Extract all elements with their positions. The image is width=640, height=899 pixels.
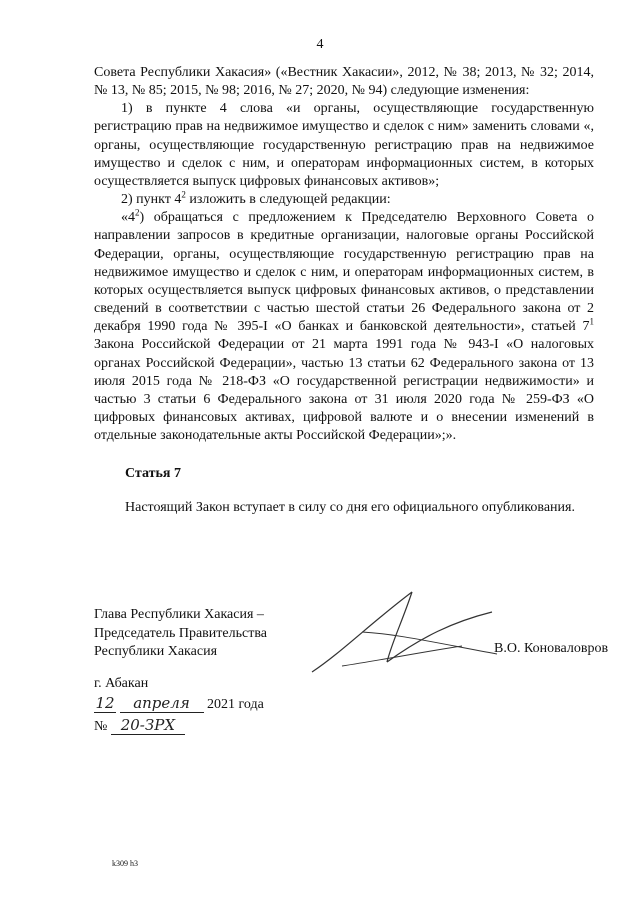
paragraph-item-1: 1) в пункте 4 слова «и органы, осуществляющие государственную регистрацию прав на недвижимое имущество и сделок с ним» заменить словами «, органы, осуществляющие государственную регистрацию прав на недвижимое имущество и сделок с ним, и операторам информационных систем, в которых осуществляется выпуск цифровых финансовых активов»; <box>94 101 594 189</box>
paragraph-continuation: Совета Республики Хакасия» («Вестник Хакасии», 2012, № 38; 2013, № 32; 2014, № 13, № 85; 2015, № 98; 2016, № 27; 2020, № 94) следующие изменения: <box>94 65 594 99</box>
page-number: 4 <box>316 37 324 52</box>
handwritten-signature <box>302 582 502 682</box>
signatory-title-line: Глава Республики Хакасия – <box>94 607 264 622</box>
place-of-signing: г. Абакан <box>94 676 149 691</box>
law-number-prefix: № <box>94 719 108 734</box>
footer-code: k309 h3 <box>112 859 138 868</box>
law-number-value: 20-ЗРХ <box>111 716 185 735</box>
paragraph-new-wording: «$4^2$) обращаться с предложением к Председателю Верховного Совета о направлении запросов в кредитные организации, налоговые органы Российской Федерации, органы, осуществляющие государственную регистрацию прав на недвижимое имущество и сделок с ним, и операторам информационных систем, в которых осуществляется выпуск цифровых финансовых активов, о представлении сведений в соответствии с частью шестой статьи 26 Федерального закона от 2 декабря 1990 года № 395-I «О банках и банковской деятельности», статьей $7^1$ Закона Российской Федерации от 21 марта 1991 года № 943-I «О налоговых органах Российской Федерации», частью 13 статьи 62 Федерального закона от 13 июля 2015 года № 218-ФЗ «О государственной регистрации недвижимости» и частью 3 статьи 6 Федерального закона от 31 июля 2020 года № 259-ФЗ «О цифровых финансовых активах, цифровой валюте и о внесении изменений в отдельные законодательные акты Российской Федерации»;». <box>94 207 594 444</box>
date-year: 2021 года <box>207 697 264 712</box>
date-day: 12 <box>95 694 115 712</box>
law-number <box>94 716 185 736</box>
date-month: апреля <box>120 694 204 713</box>
signatory-name: В.О. Коноваловров <box>494 641 609 656</box>
paragraph-item-2: 2) пункт $4^2$ изложить в следующей редакции: <box>121 189 391 208</box>
signatory-title-line: Председатель Правительства <box>94 625 267 641</box>
signatory-title <box>94 606 267 662</box>
signatory-title-line: Республики Хакасия <box>94 644 218 659</box>
article-heading: Статья 7 <box>125 466 181 481</box>
article-text: Настоящий Закон вступает в силу со дня его официального опубликования. <box>125 500 575 515</box>
document-body <box>94 64 594 445</box>
signing-date <box>94 694 264 714</box>
